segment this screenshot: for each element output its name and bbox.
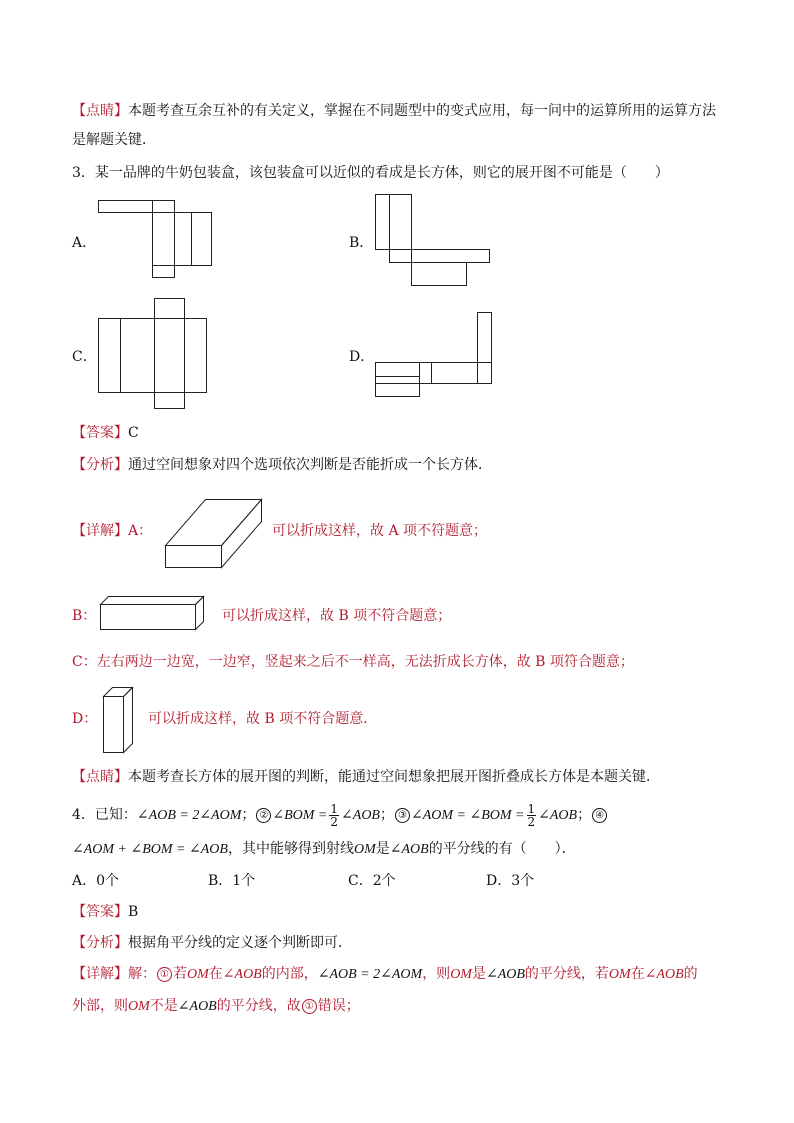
q4-analysis-tag: 【分析】	[72, 935, 128, 951]
q4-tail-3: 的平分线的有（ ）．	[428, 841, 576, 857]
q4-detail-line-2	[72, 996, 360, 1017]
q4-sep-2: ；	[379, 807, 394, 823]
q4-d-pfx-2: 的平分线，故	[216, 998, 301, 1014]
q4-answer	[72, 902, 138, 922]
q4-num-3: ③	[395, 808, 410, 823]
q3-option-c-label: C．	[72, 349, 97, 365]
q4-cond-4: ∠AOM + ∠BOM = ∠AOB	[72, 842, 228, 857]
q4-d-pfx: 的平分线，若	[524, 966, 609, 982]
intro-text-2: 是解题关键．	[72, 132, 156, 148]
frac-num: 1	[527, 801, 536, 816]
q4-option-b: B．1个	[208, 873, 256, 889]
q4-d-aob-4: ∠AOB	[177, 999, 217, 1014]
q3-detail-b-box	[100, 595, 210, 635]
q4-tail-2: 是	[375, 841, 390, 857]
q4-d-ze: ，则	[422, 966, 451, 982]
q3-stem: 3．某一品牌的牛奶包装盒，该包装盒可以近似的看成是长方体，则它的展开图不可能是（ ）	[72, 165, 669, 181]
q3-option-d-net	[375, 312, 495, 402]
q3-detail-d-text: 可以折成这样，故 B 项不符合题意．	[148, 711, 378, 727]
q4-fraction-half-2	[527, 803, 537, 828]
q4-answer-value: B	[128, 904, 139, 920]
q3-detail-a-label: A：	[128, 523, 153, 539]
q3-point-text: 本题考查长方体的展开图的判断，能通过空间想象把展开图折叠成长方体是本题关键．	[128, 769, 660, 785]
q4-sep-3: ；	[577, 807, 592, 823]
q4-detail-line-1	[72, 964, 698, 985]
q4-d-om: OM	[187, 967, 209, 982]
q4-aob: ∠AOB	[389, 842, 429, 857]
q4-option-c: C．2个	[348, 873, 396, 889]
q4-d-om-4: OM	[128, 999, 150, 1014]
q4-d-bushi: 不是	[149, 998, 178, 1014]
q4-cond-3-left: ∠AOM = ∠BOM =	[410, 808, 525, 823]
q3-detail-c: C：左右两边一边宽，一边窄，竖起来之后不一样高，无法折成长方体，故 B 项符合题意；	[72, 654, 634, 670]
q4-d-aob-2: ∠AOB	[485, 967, 525, 982]
q4-d-zai: 在	[208, 966, 223, 982]
q3-option-b-net	[375, 194, 495, 289]
q4-option-a: A．0个	[72, 873, 120, 889]
frac-den: 2	[330, 814, 339, 829]
q4-cond-3-right: ∠AOB	[538, 808, 578, 823]
q3-point-tag: 【点睛】	[72, 769, 128, 785]
q4-d-cuowu: 错误；	[317, 998, 360, 1014]
q4-d-neibu: 的内部，	[261, 966, 318, 982]
intro-line-1	[72, 101, 716, 121]
q4-num-2: ②	[256, 808, 271, 823]
frac-den: 2	[527, 814, 536, 829]
q3-option-d-label: D．	[349, 349, 375, 365]
q4-d-num-1b: ①	[302, 999, 317, 1014]
q4-d-zai-2: 在	[630, 966, 645, 982]
q4-fraction-half	[329, 803, 339, 828]
q4-d-waibu: 外部，则	[72, 998, 128, 1014]
q4-d-ruo: 若	[173, 966, 187, 982]
q3-analysis	[72, 455, 492, 475]
frac-num: 1	[330, 801, 339, 816]
q3-analysis-tag: 【分析】	[72, 457, 128, 473]
q4-d-de: 的	[683, 966, 698, 982]
q3-answer-tag: 【答案】	[72, 425, 128, 441]
q4-cond-1: ∠AOB = 2∠AOM	[136, 808, 242, 823]
q3-detail-a	[72, 521, 152, 541]
intro-tag: 【点睛】	[72, 103, 128, 119]
q3-detail-d-box	[103, 687, 135, 757]
q4-d-num-1: ①	[157, 967, 172, 982]
q4-analysis-text: 根据角平分线的定义逐个判断即可．	[128, 935, 352, 951]
q3-option-b-label: B．	[349, 235, 374, 251]
q4-stem-line-1	[72, 801, 608, 830]
q4-d-aob-3: ∠AOB	[644, 967, 684, 982]
q3-analysis-text: 通过空间想象对四个选项依次判断是否能折成一个长方体．	[128, 457, 492, 473]
q4-option-d: D．3个	[486, 873, 535, 889]
q4-answer-tag: 【答案】	[72, 904, 128, 920]
q3-answer-value: C	[128, 425, 139, 441]
q4-cond-2-right: ∠AOB	[341, 808, 380, 823]
q4-d-eq: ∠AOB = 2∠AOM	[317, 967, 423, 982]
q4-d-jie: 解：	[128, 966, 156, 982]
intro-line-2	[72, 130, 156, 150]
q3-detail-tag: 【详解】	[72, 523, 128, 539]
q4-sep-1: ；	[241, 807, 256, 823]
q4-om: OM	[353, 842, 376, 857]
q4-cond-2-left: ∠BOM =	[272, 808, 328, 823]
q3-detail-b-text: 可以折成这样，故 B 项不符合题意；	[222, 608, 452, 624]
q3-option-a-label: A．	[72, 235, 97, 251]
q4-stem-line-2	[72, 839, 576, 860]
q3-option-a-net	[98, 200, 218, 280]
q3-option-c-net	[98, 298, 213, 413]
q4-prefix: 4．已知：	[72, 807, 137, 823]
q3-detail-a-box	[165, 499, 265, 571]
q3-answer	[72, 423, 139, 443]
q4-tail-1: ，其中能够得到射线	[227, 841, 354, 857]
q3-detail-a-text: 可以折成这样，故 A 项不符题意；	[272, 523, 488, 539]
q4-analysis	[72, 933, 352, 953]
q4-d-shi: 是	[471, 966, 486, 982]
q4-detail-tag: 【详解】	[72, 966, 128, 982]
q3-detail-d-label: D：	[72, 711, 98, 727]
q4-d-om-2: OM	[450, 967, 472, 982]
q4-d-om-3: OM	[608, 967, 631, 982]
q3-detail-b-label: B：	[72, 608, 97, 624]
intro-text-1: 本题考查互余互补的有关定义，掌握在不同题型中的变式应用，每一问中的运算所用的运算方法	[128, 103, 716, 119]
q4-num-4: ④	[592, 808, 607, 823]
q3-point	[72, 767, 660, 787]
q4-d-aob: ∠AOB	[222, 967, 262, 982]
